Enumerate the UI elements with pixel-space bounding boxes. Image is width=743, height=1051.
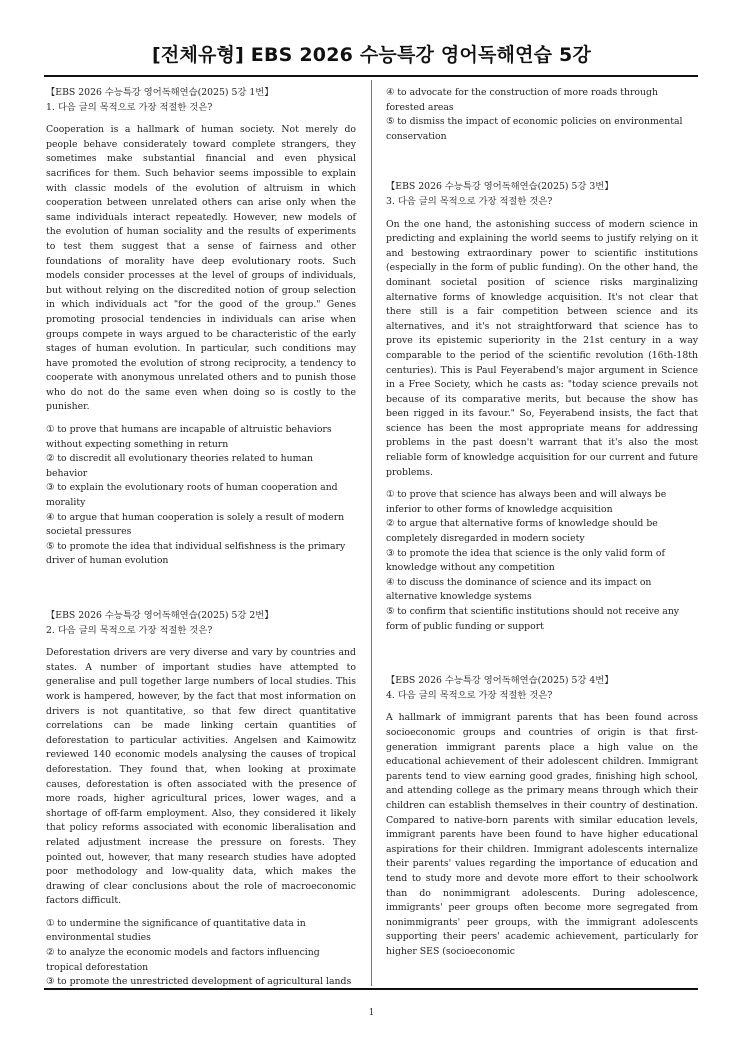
question-3-option-2: ② to argue that alternative forms of knowledge should be completely disregarded in modern society [386,518,658,545]
page-number: 1 [368,1008,375,1018]
question-1-prompt: 1. 다음 글의 목적으로 가장 적절한 것은? [46,101,213,113]
question-3-option-4: ④ to discuss the dominance of science and its impact on alternative knowledge systems [386,576,652,603]
question-1-option-4: ④ to argue that human cooperation is solely a result of modern societal pressures [46,511,345,538]
question-4-header: 【EBS 2026 수능특강 영어독해연습(2025) 5강 4번】 [386,675,614,687]
question-3-option-3: ③ to promote the idea that science is the only valid form of knowledge without any competition [386,547,665,574]
question-1-option-1: ① to prove that humans are incapable of altruistic behaviors without expecting something in return [46,424,332,450]
question-2-passage: Deforestation drivers are very diverse and vary by countries and states. A number of important studies have attempted to generalise and pull together large numbers of local studies. This work is hampered, however, by the fact that most information on drivers is not quantitative, so that few direct quantitative correlations can be made linking certain quantities of deforestation to particular activities. Angelsen and Kaimowitz reviewed 140 economic models analysing the causes of tropical deforestation. They found that, when looking at proximate causes, deforestation is often associated with the presence of more roads, higher agricultural prices, lower wages, and a shortage of off-farm employment. Also, they considered it likely that policy reforms associated with economic liberalisation and related adjustment increase the pressure on forests. They pointed out, however, that many research studies have adopted poor methodology and low-quality data, which makes the drawing of clear conclusions about the role of macroeconomic factors difficult. [46,647,356,907]
question-3-option-5: ⑤ to confirm that scientific institutions should not receive any form of public funding or support [386,606,680,632]
question-1-passage: Cooperation is a hallmark of human society. Not merely do people behave considerately toward complete strangers, they sometimes make substantial financial and even physical sacrifices for them. Such behavior seems impossible to explain with classic models of the evolution of altruism in which cooperation between unrelated others can arise only when the same individuals interact repeatedly. However, new models of the evolution of human sociality and the results of experiments to test them suggest that a sense of fairness and other foundations of morality have deep evolutionary roots. Such models consider processes at the level of groups of individuals, but without relying on the discredited notion of group selection in which individuals act "for the good of the group." Genes promoting prosocial tendencies in individuals can arise when groups compete in ways argued to be characteristic of the early stages of human evolution. In particular, such conditions may have promoted the evolution of strong reciprocity, a tendency to cooperate with anonymous unrelated others and to punish those who do not do the same even when doing so is costly to the punisher. [46,124,356,413]
question-2-option-1: ① to undermine the significance of quantitative data in environmental studies [46,917,306,944]
question-3-passage: On the one hand, the astonishing success of modern science in predicting and explaining the world seems to justify relying on it and bestowing extraordinary power to scientific institutions (especially in the form of public funding). On the other hand, the dominant societal position of science risks marginalizing alternative forms of knowledge acquisition. It's not clear that there still is a fair competition between science and its alternatives, and it's not straightforward that science has to prove its epistemic superiority in the 21st century in a way comparable to the period of the scientific revolution (16th-18th centuries). This is Paul Feyerabend's major argument in Science in a Free Society, which he casts as: "today science prevails not because of its comparative merits, but because the show has been rigged in its favour." So, Feyerabend insists, the fact that science has been the most appropriate means for addressing problems in the past doesn't warrant that it's also the most reliable form of knowledge acquisition for our current and future problems. [386,218,698,478]
question-2-option-5: ⑤ to dismiss the impact of economic policies on environmental conservation [386,116,683,142]
question-2-option-3: ③ to promote the unrestricted development of agricultural lands [46,976,352,988]
question-2-option-4: ④ to advocate for the construction of more roads through forested areas [386,87,658,113]
right-column [386,86,698,967]
question-3-option-1: ① to prove that science has always been and will always be inferior to other forms of knowledge acquisition [386,489,667,515]
page-title: [전체유형] EBS 2026 수능특강 영어독해연습 5강 [152,44,591,66]
top-rule [44,75,698,77]
question-2-option-2: ② to analyze the economic models and factors influencing tropical deforestation [46,947,320,973]
question-1-option-3: ③ to explain the evolutionary roots of human cooperation and morality [46,482,338,509]
left-column [46,86,356,990]
question-1-header: 【EBS 2026 수능특강 영어독해연습(2025) 5강 1번】 [46,87,274,98]
question-4-prompt: 4. 다음 글의 목적으로 가장 적절한 것은? [386,689,553,701]
question-2-prompt: 2. 다음 글의 목적으로 가장 적절한 것은? [46,624,213,636]
question-3-prompt: 3. 다음 글의 목적으로 가장 적절한 것은? [386,195,553,207]
question-3-header: 【EBS 2026 수능특강 영어독해연습(2025) 5강 3번】 [386,181,614,193]
question-1-option-2: ② to discredit all evolutionary theories related to human behavior [46,453,313,479]
question-4-passage: A hallmark of immigrant parents that has been found across socioeconomic groups and countries of origin is that first-generation immigrant parents place a high value on the educational achievement of their adolescent children. Immigrant parents tend to view earning good grades, finishing high school, and attending college as the primary means through which their children can establish themselves in their country of destination. Compared to native-born parents with similar education levels, immigrant parents have been found to have higher educational aspirations for their children. Immigrant adolescents internalize their parents' values regarding the importance of education and tend to study more and devote more effort to their schoolwork than do nonimmigrant adolescents. During adolescence, immigrants' peer groups often become more segregated from nonimmigrants' peer groups, with the immigrant adolescents supporting their peers' academic achievement, particularly for higher SES (socioeconomic [386,712,698,957]
question-2-header: 【EBS 2026 수능특강 영어독해연습(2025) 5강 2번】 [46,610,274,621]
column-divider [371,80,372,986]
bottom-rule [44,988,698,990]
question-1-option-5: ⑤ to promote the idea that individual selfishness is the primary driver of human evolution [46,540,346,567]
